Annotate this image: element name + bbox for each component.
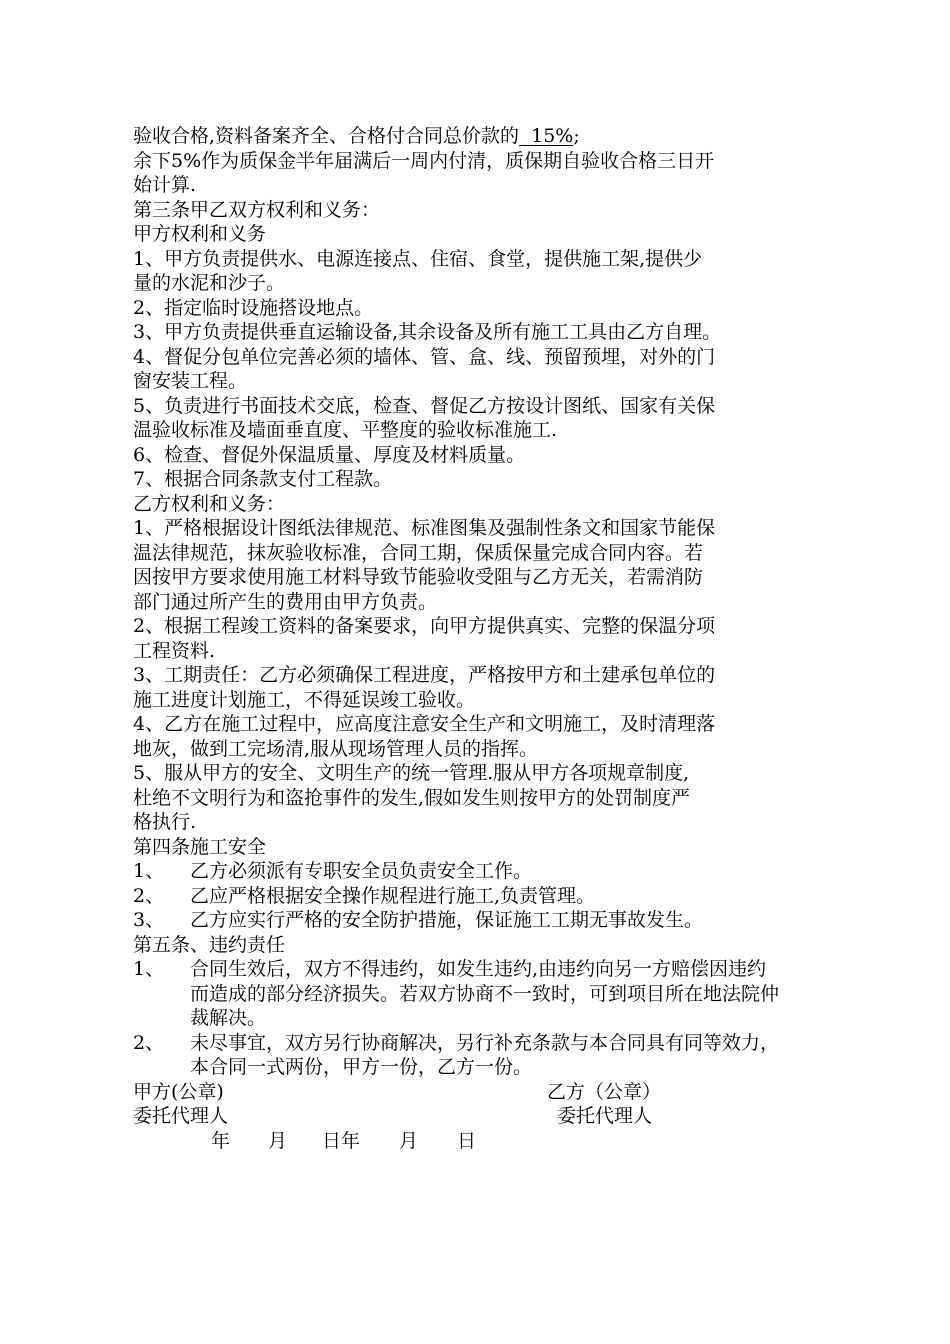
section-heading: 第四条施工安全 bbox=[133, 835, 267, 858]
signature-row-agents bbox=[133, 1104, 913, 1129]
section-heading: 第五条、违约责任 bbox=[133, 933, 286, 956]
text-line: 5、负责进行书面技术交底，检查、督促乙方按设计图纸、国家有关保 bbox=[133, 394, 716, 417]
text-line: 杜绝不文明行为和盗抢事件的发生,假如发生则按甲方的处罚制度严 bbox=[133, 786, 691, 809]
list-text-line: 裁解决。 bbox=[190, 1007, 267, 1029]
section-heading: 第三条甲乙双方权利和义务： bbox=[133, 198, 381, 221]
party-b-agent: 委托代理人 bbox=[557, 1105, 653, 1127]
text-line: 窗安装工程。 bbox=[133, 370, 248, 392]
date-month-b: 月 bbox=[399, 1129, 419, 1152]
text-line: 4、督促分包单位完善必须的墙体、管、盒、线、预留预埋，对外的门 bbox=[133, 345, 716, 368]
date-month-a: 月 bbox=[268, 1129, 288, 1152]
party-a-agent: 委托代理人 bbox=[133, 1105, 229, 1127]
date-year-a: 年 bbox=[211, 1129, 231, 1152]
signature-row-dates bbox=[133, 1129, 913, 1154]
date-day-a-year-b: 日年 bbox=[322, 1129, 361, 1152]
text-line: 工程资料. bbox=[133, 639, 216, 662]
contract-body bbox=[133, 124, 913, 1153]
list-item bbox=[133, 1031, 913, 1080]
list-number: 2、 bbox=[133, 884, 165, 907]
text-line: 格执行. bbox=[133, 811, 197, 833]
text-line: 3、甲方负责提供垂直运输设备,其余设备及所有施工工具由乙方自理。 bbox=[133, 321, 722, 343]
payment-percentage: 15% bbox=[519, 125, 574, 147]
list-item bbox=[133, 859, 913, 884]
subheading-party-b: 乙方权利和义务： bbox=[133, 492, 286, 515]
list-text-line: 本合同一式两份，甲方一份，乙方一份。 bbox=[190, 1056, 533, 1078]
list-item bbox=[133, 908, 913, 933]
list-number: 3、 bbox=[133, 909, 165, 931]
signature-row-parties bbox=[133, 1080, 913, 1105]
party-a-seal: 甲方(公章) bbox=[133, 1080, 224, 1103]
party-b-seal: 乙方（公章） bbox=[547, 1080, 662, 1103]
text-line: 4、乙方在施工过程中，应高度注意安全生产和文明施工，及时清理落 bbox=[133, 713, 716, 735]
text-line: 施工进度计划施工，不得延误竣工验收。 bbox=[133, 688, 476, 711]
text-line: 1、甲方负责提供水、电源连接点、住宿、食堂，提供施工架,提供少 bbox=[133, 247, 703, 270]
list-text: 乙应严格根据安全操作规程进行施工,负责管理。 bbox=[190, 884, 596, 907]
list-text bbox=[190, 1031, 913, 1080]
list-number: 1、 bbox=[133, 860, 165, 882]
text-line: 6、检查、督促外保温质量、厚度及材料质量。 bbox=[133, 443, 526, 466]
text-line: 3、工期责任：乙方必须确保工程进度，严格按甲方和土建承包单位的 bbox=[133, 664, 716, 686]
text-line: 1、严格根据设计图纸法律规范、标准图集及强制性条文和国家节能保 bbox=[133, 517, 716, 539]
text-line: 始计算. bbox=[133, 174, 197, 196]
list-number: 2、 bbox=[133, 1031, 165, 1054]
list-text: 乙方必须派有专职安全员负责安全工作。 bbox=[190, 860, 533, 882]
text-line: 7、根据合同条款支付工程款。 bbox=[133, 468, 393, 490]
text-line: 5、服从甲方的安全、文明生产的统一管理.服从甲方各项规章制度, bbox=[133, 762, 690, 784]
text-line: 地灰，做到工完场清,服从现场管理人员的指挥。 bbox=[133, 737, 539, 760]
list-text bbox=[190, 957, 913, 1031]
payment-line bbox=[133, 124, 913, 149]
date-day-b: 日 bbox=[457, 1129, 477, 1152]
text-line: 温法律规范，抹灰验收标准，合同工期，保质保量完成合同内容。若 bbox=[133, 541, 704, 564]
list-item bbox=[133, 884, 913, 909]
text-line: 2、根据工程竣工资料的备案要求，向甲方提供真实、完整的保温分项 bbox=[133, 615, 716, 637]
text-line: 温验收标准及墙面垂直度、平整度的验收标准施工. bbox=[133, 419, 558, 441]
payment-text: 验收合格,资料备案齐全、合格付合同总价款的 bbox=[133, 125, 520, 147]
text-line: 部门通过所产生的费用由甲方负责。 bbox=[133, 590, 438, 613]
text-line: 余下5%作为质保金半年届满后一周内付清，质保期自验收合格三日开 bbox=[133, 149, 715, 172]
list-text-line: 合同生效后，双方不得违约，如发生违约,由违约向另一方赔偿因违约 bbox=[190, 958, 767, 980]
list-text-line: 未尽事宜，双方另行协商解决，另行补充条款与本合同具有同等效力， bbox=[190, 1031, 780, 1054]
text-line: 因按甲方要求使用施工材料导致节能验收受阻与乙方无关，若需消防 bbox=[133, 566, 704, 588]
subheading-party-a: 甲方权利和义务 bbox=[133, 223, 267, 245]
payment-punct: ; bbox=[573, 125, 580, 147]
list-item bbox=[133, 957, 913, 1031]
list-text-line: 而造成的部分经济损失。若双方协商不一致时，可到项目所在地法院仲 bbox=[190, 982, 780, 1005]
list-text: 乙方应实行严格的安全防护措施，保证施工工期无事故发生。 bbox=[190, 909, 704, 931]
list-number: 1、 bbox=[133, 958, 165, 980]
text-line: 2、指定临时设施搭设地点。 bbox=[133, 296, 374, 319]
text-line: 量的水泥和沙子。 bbox=[133, 272, 286, 294]
